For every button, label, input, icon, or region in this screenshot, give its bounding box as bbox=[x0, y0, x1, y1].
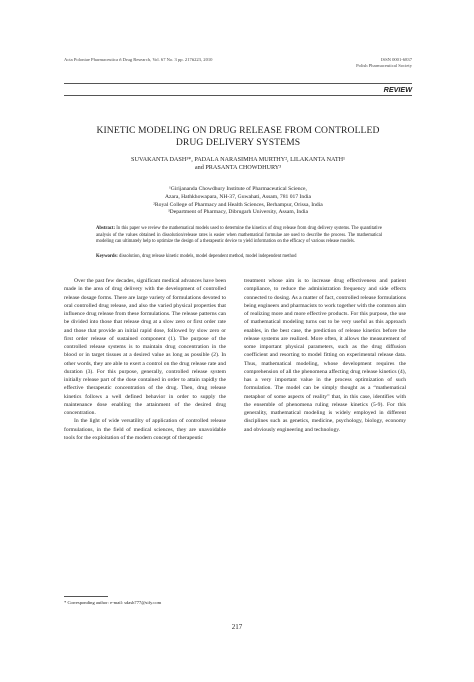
body-paragraph: In the light of wide versatility of application of controlled release formulations, in the field of medical sciences, they are unavoidable tools for the exploitation of the modern concept of therapeutic bbox=[64, 418, 226, 441]
abstract-text: In this paper we review the mathematical models used to determine the kinetics of drug release from drug delivery systems. The quantitative analysis of the values obtained in dissolution/release rates is easier when mathematical formulae are used to describe the process. The mathematical modeling can ultimately help to optimize the design of a therapeutic device to yield information on the efficacy of various release models. bbox=[96, 226, 382, 245]
keywords-text: dissolution, drug release kinetic models, model dependent method, model independent method bbox=[117, 254, 297, 259]
affiliation-line: Azara, Hathkhowapara, NH-37, Guwahati, Assam, 781 017 India bbox=[164, 193, 312, 200]
affiliation-line: ²Royal College of Pharmacy and Health Sciences, Berhampur, Orissa, India bbox=[153, 201, 323, 208]
issn-block bbox=[356, 57, 412, 69]
header-rule-top bbox=[64, 83, 412, 84]
article-title bbox=[64, 125, 412, 149]
journal-header: Acta Poloniae Pharmaceutica ñ Drug Research, Vol. 67 No. 3 pp. 217ñ223, 2010 bbox=[64, 57, 213, 62]
keywords-label: Keywords: bbox=[96, 254, 118, 259]
affiliation-line: ³Department of Pharmacy, Dibrugarh University, Assam, India bbox=[168, 209, 308, 216]
corresponding-author-footnote: * Corresponding author: e-mail: sdash777@sify.com bbox=[64, 600, 162, 605]
affiliation-line: ¹Girijananda Chowdhury Institute of Pharmaceutical Science, bbox=[169, 186, 307, 192]
abstract-label: Abstract: bbox=[96, 226, 116, 231]
body-paragraph: Over the past few decades, significant medical advances have been made in the area of drug delivery with the development of controlled release dosage forms. There are large variety of formulations devoted to oral controlled drug release, and also the varied physical properties that influence drug release from these formulations. The release patterns can be divided into those that release drug at a slow zero or first order rate and those that provide an initial rapid dose, followed by slow zero or first order release of sustained component (1). The purpose of the controlled release systems is to maintain drug concentration in the blood or in target tissues at a desired value as long as possible (2). In other words, they are able to exert a control on the drug release rate and duration (3). For this purpose, generally, controlled release system initially release part of the dose contained in order to attain rapidly the effective therapeutic concentration of the drug. Then, drug release kinetics follows a well defined behavior in order to supply the maintenance dose enabling the attainment of the desired drug concentration. bbox=[64, 278, 226, 416]
keywords bbox=[96, 254, 382, 261]
body-column-right bbox=[244, 277, 406, 434]
author-list bbox=[64, 156, 412, 173]
issn-number: ISSN 0001-6837 bbox=[380, 57, 412, 62]
abstract bbox=[96, 226, 382, 246]
footnote-rule bbox=[64, 596, 108, 597]
body-paragraph: treatment whose aim is to increase drug effectiveness and patient compliance, to reduce the administration frequency and side effects connected to dosing. As a matter of fact, controlled release formulations being engineers and pharmacists to work together with the common aim of realizing more and more effective products. For this purpose, the use of mathematical modeling turns out to be very useful as this approach enables, in the best case, the prediction of release kinetics before the release systems are realized. More often, it allows the measurement of some important physical parameters, such as the drug diffusion coefficient and resorting to model fitting on experimental release data. Thus, mathematical modeling, whose development requires the comprehension of all the phenomena affecting drug release kinetics (4), has a very important value in the process optimization of such formulation. The model can be simply thought as a “mathematical metaphor of some aspects of reality” that, in this case, identifies with the ensemble of phenomena ruling release kinetics (5-9). For this generality, mathematical modeling is widely employed in different disciplines such as genetics, medicine, psychology, biology, economy and obviously engineering and technology. bbox=[244, 278, 406, 433]
body-column-left bbox=[64, 277, 226, 442]
section-label: REVIEW bbox=[383, 85, 412, 94]
header-rule-bottom bbox=[64, 95, 412, 96]
author-line: SUVAKANTA DASH¹*, PADALA NARASIMHA MURTHY², LILAKANTA NATH¹ bbox=[131, 156, 345, 163]
title-line: KINETIC MODELING ON DRUG RELEASE FROM CONTROLLED bbox=[96, 125, 380, 136]
author-line: and PRASANTA CHOWDHURY³ bbox=[194, 164, 282, 172]
page-number: 217 bbox=[231, 623, 243, 631]
affiliations bbox=[64, 186, 412, 217]
title-line: DRUG DELIVERY SYSTEMS bbox=[175, 137, 301, 148]
society-name: Polish Pharmaceutical Society bbox=[356, 63, 412, 68]
